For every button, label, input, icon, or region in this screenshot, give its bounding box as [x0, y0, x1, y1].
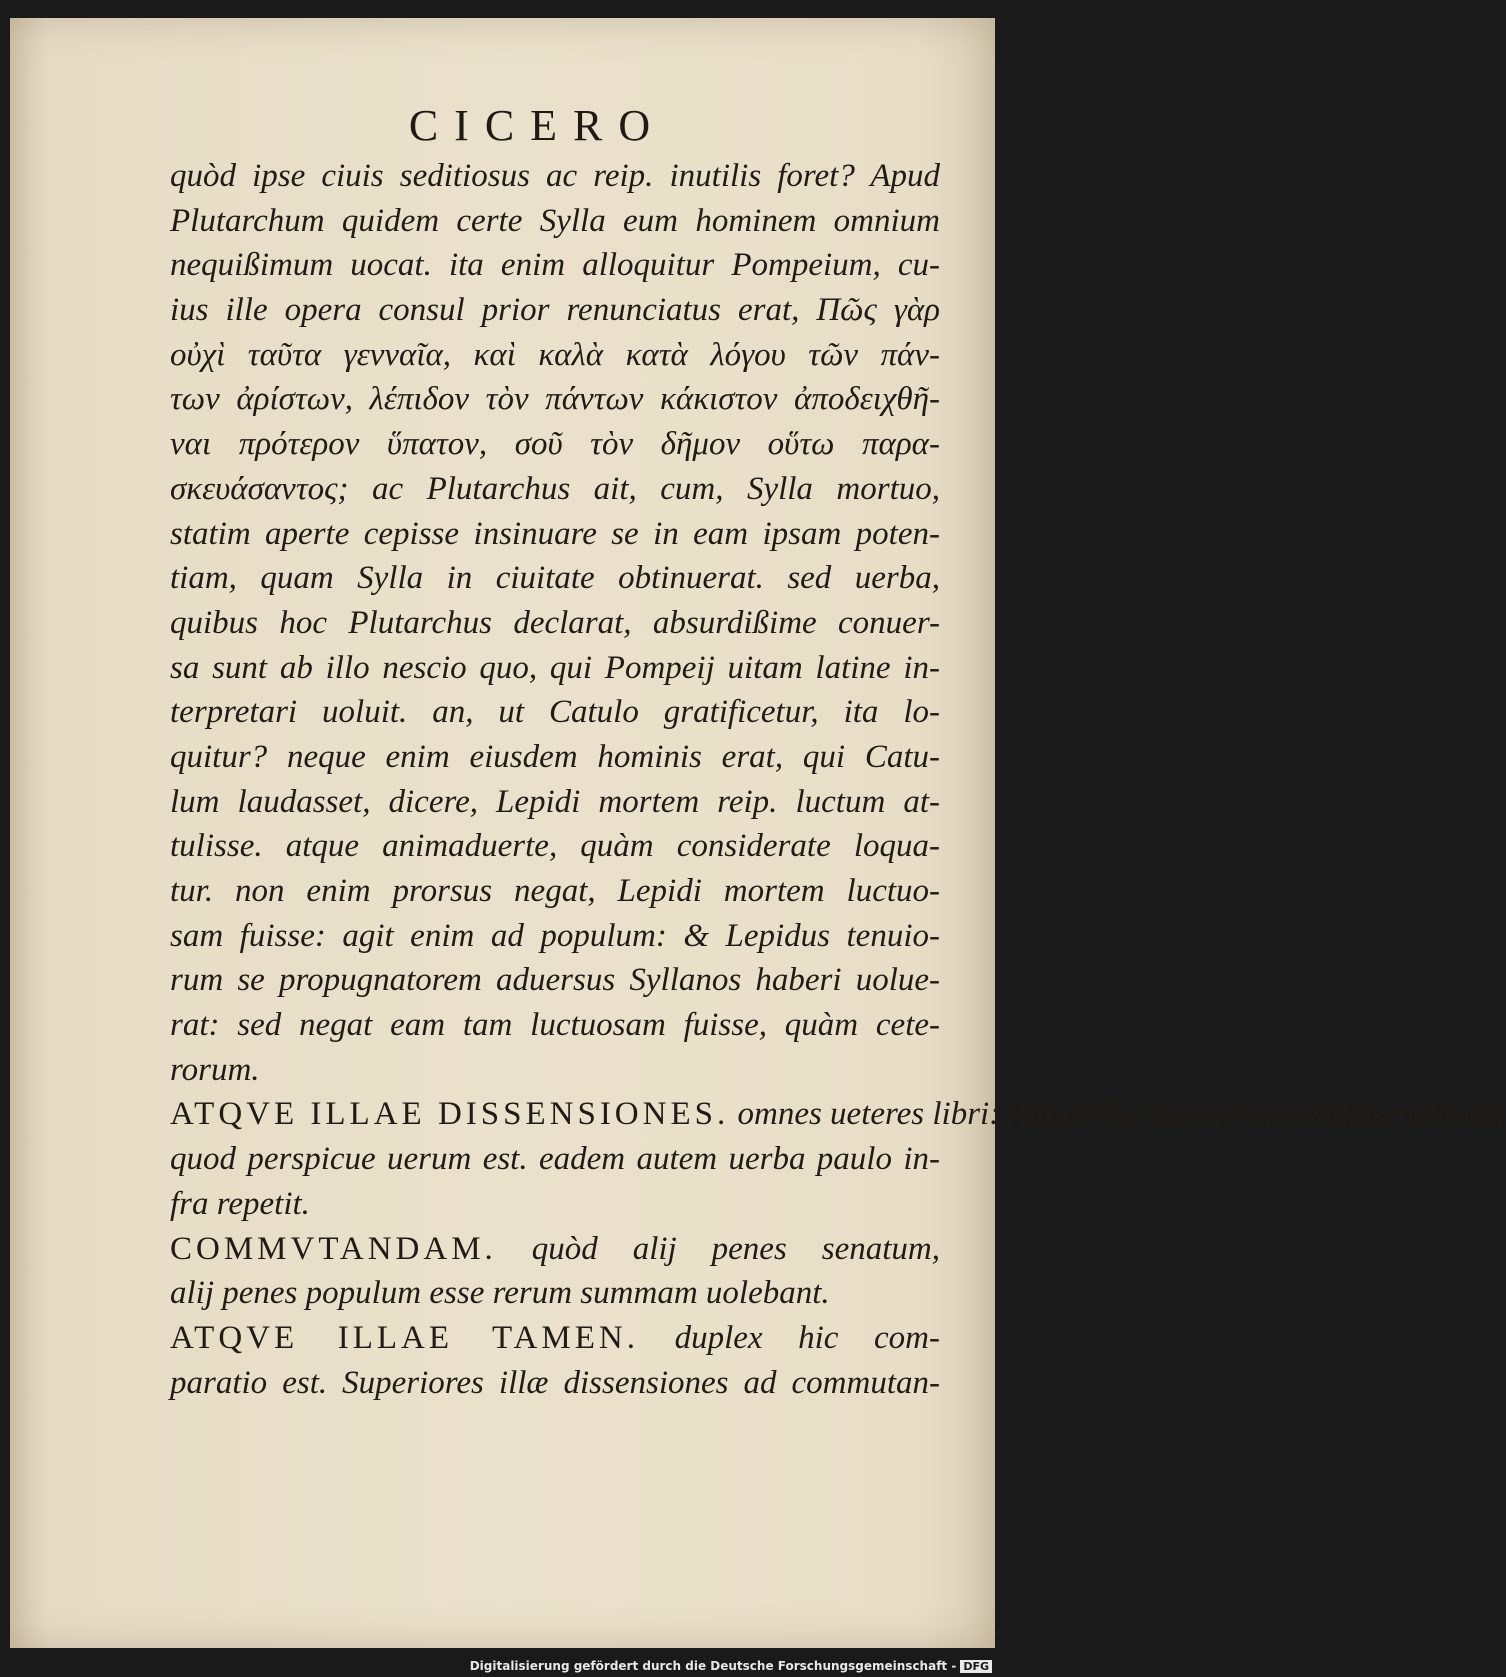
text-line: fra repetit. [170, 1185, 310, 1222]
text-line: omnes ueteres libri: Atque illæ tamen omnes dissensiones. [729, 1096, 1506, 1133]
text-line: terpretari uoluit. an, ut Catulo gratificetur, ita lo- [170, 694, 940, 731]
commentary-entry-3 [170, 1316, 940, 1405]
text-line: statim aperte cepisse insinuare se in eam ipsam poten- [170, 515, 940, 552]
lemma: ATQVE ILLAE DISSENSIONES. [170, 1096, 730, 1133]
text-line: quitur? neque enim eiusdem hominis erat, qui Catu- [170, 738, 940, 775]
page-text [170, 154, 1506, 1405]
digitization-credit [470, 1659, 992, 1673]
text-line: alij penes populum esse rerum summam uolebant. [170, 1275, 830, 1312]
main-paragraph [170, 154, 940, 1092]
text-line: quibus hoc Plutarchus declarat, absurdißime conuer- [170, 604, 940, 641]
text-line: tur. non enim prorsus negat, Lepidi mortem luctuo- [170, 873, 940, 909]
text-line: sa sunt ab illo nescio quo, qui Pompeij uitam latine in- [170, 649, 940, 686]
commentary-entry-1 [170, 1092, 1506, 1226]
text-line: quod perspicue uerum est. eadem autem uerba paulo in- [170, 1141, 940, 1178]
book-page [10, 18, 1506, 1648]
text-line: nequißimum uocat. ita enim alloquitur Pompeium, cu- [170, 247, 940, 284]
text-line: paratio est. Superiores illæ dissensiones ad commutan- [170, 1364, 940, 1401]
text-line: tulisse. atque animaduerte, quàm considerate loqua- [170, 828, 940, 865]
text-line: rat: sed negat eam tam luctuosam fuisse, quàm cete- [170, 1007, 940, 1044]
text-line: οὐχὶ ταῦτα γενναῖα, καὶ καλὰ κατὰ λόγου τῶν πάν- [170, 336, 940, 373]
lemma: ATQVE ILLAE TAMEN. [170, 1319, 639, 1356]
text-line: rum se propugnatorem aduersus Syllanos haberi uolue- [170, 962, 940, 999]
running-head: CICERO [408, 101, 667, 150]
text-line: ναι πρότερον ὕπατον, σοῦ τὸν δῆμον οὕτω παρα- [170, 426, 940, 463]
text-line: lum laudasset, dicere, Lepidi mortem reip. luctum at- [170, 783, 940, 820]
text-line: σκευάσαντος; ac Plutarchus ait, cum, Sylla mortuo, [170, 470, 940, 507]
credit-text: Digitalisierung gefördert durch die Deutsche Forschungsgemeinschaft - [469, 1659, 957, 1673]
commentary-entry-2 [170, 1227, 940, 1316]
text-line: tiam, quam Sylla in ciuitate obtinuerat. sed uerba, [170, 560, 940, 597]
dfg-logo: DFG [960, 1660, 992, 1673]
text-line: rorum. [170, 1051, 260, 1088]
lemma: COMMVTANDAM. [170, 1230, 497, 1267]
text-line: duplex hic com- [638, 1319, 940, 1356]
text-line: ius ille opera consul prior renunciatus erat, Πῶς γὰρ [170, 292, 940, 329]
text-line: Plutarchum quidem certe Sylla eum hominem omnium [170, 202, 940, 239]
text-line: sam fuisse: agit enim ad populum: & Lepidus tenuio- [170, 917, 940, 954]
text-line: quòd alij penes senatum, [496, 1230, 940, 1267]
text-line: quòd ipse ciuis seditiosus ac reip. inutilis foret? Apud [170, 158, 940, 194]
text-line: των ἀρίστων, λέπιδον τὸν πάντων κάκιστον ἀποδειχθῆ- [170, 381, 940, 418]
